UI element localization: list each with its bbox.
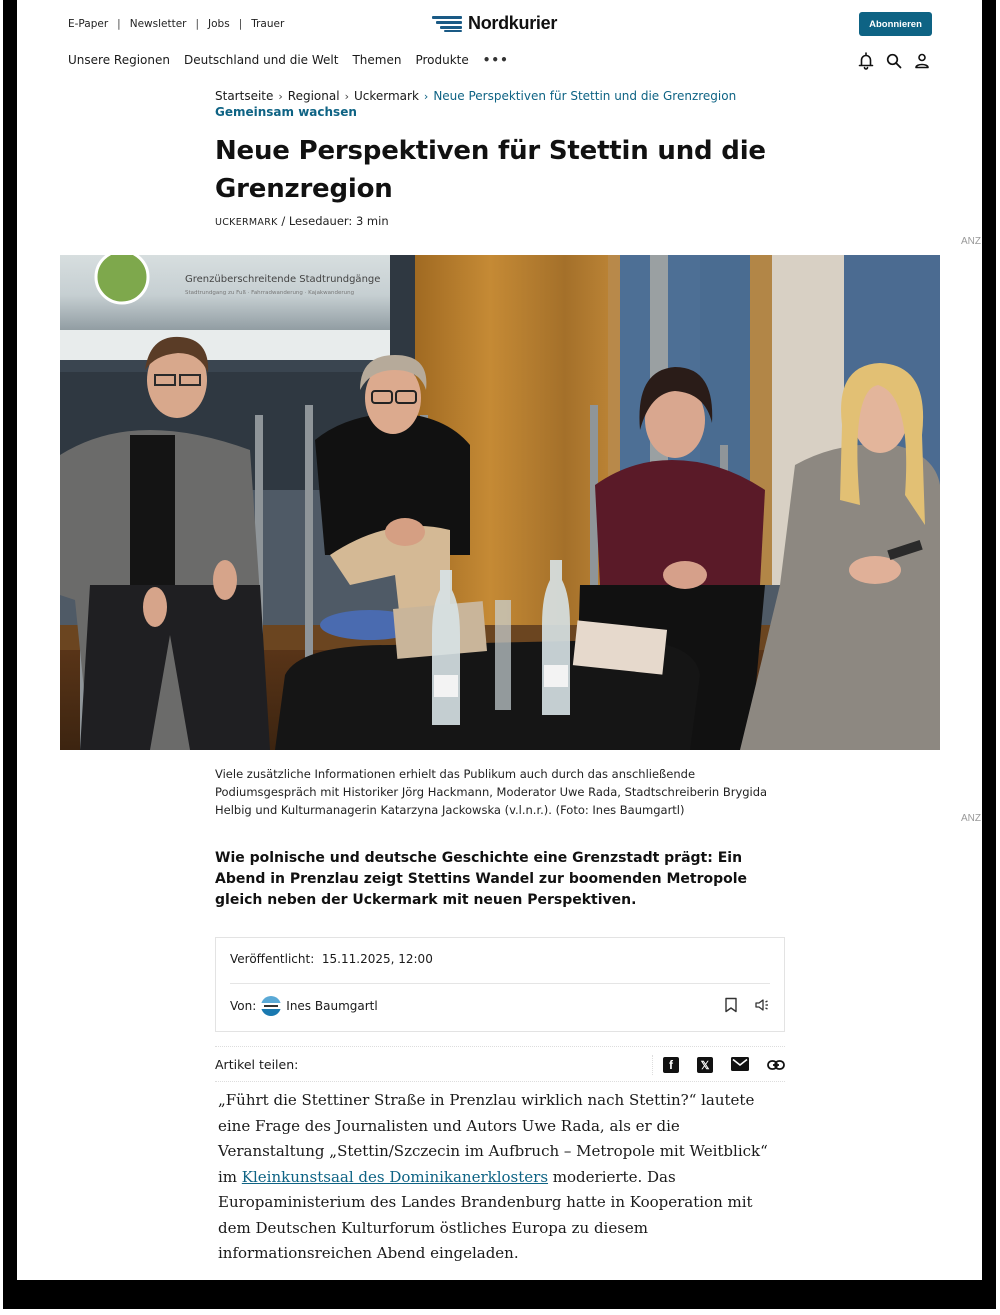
x-icon[interactable]: 𝕏 xyxy=(697,1057,713,1073)
article-info-box xyxy=(215,937,785,1032)
main-nav xyxy=(68,53,509,67)
utility-link-trauer[interactable]: Trauer xyxy=(251,18,285,30)
nav-item-unsere-regionen[interactable]: Unsere Regionen xyxy=(68,53,170,67)
published-value: 15.11.2025, 12:00 xyxy=(321,952,433,966)
share-label: Artikel teilen: xyxy=(215,1057,299,1072)
chevron-right-icon: › xyxy=(344,90,349,103)
author-link[interactable]: Ines Baumgartl xyxy=(286,999,378,1013)
inline-link-kleinkunstsaal[interactable]: Kleinkunstsaal des Dominikanerklosters xyxy=(241,1167,549,1186)
utility-link-newsletter[interactable]: Newsletter xyxy=(129,18,187,30)
author-line xyxy=(230,996,378,1016)
screen-frame-bottom xyxy=(3,1280,996,1309)
mail-icon[interactable] xyxy=(731,1056,749,1075)
nav-item-deutschland-und-die-welt[interactable]: Deutschland und die Welt xyxy=(183,53,339,67)
separator: | xyxy=(195,18,200,30)
site-logo[interactable] xyxy=(432,13,557,34)
user-icon[interactable] xyxy=(913,52,931,70)
article-lead: Wie polnische und deutsche Geschichte eine Grenzstadt prägt: Ein Abend in Prenzlau zeigt Stettins Wandel zur boomenden Metropole gleich neben der Uckermark mit neuen Perspektiven. xyxy=(215,850,748,908)
article-paragraph xyxy=(218,1088,788,1267)
breadcrumb xyxy=(215,88,775,105)
subscribe-button[interactable]: Abonnieren xyxy=(859,12,932,36)
article-title: Neue Perspektiven für Stettin und die Grenzregion xyxy=(215,136,766,204)
breadcrumb-current: Neue Perspektiven für Stettin und die Grenzregion xyxy=(433,89,737,103)
utility-nav xyxy=(68,18,284,30)
nav-item-produkte[interactable]: Produkte xyxy=(415,53,469,67)
ad-label: ANZ xyxy=(961,236,981,247)
bell-icon[interactable] xyxy=(857,52,875,70)
utility-link-epaper[interactable]: E-Paper xyxy=(68,18,109,30)
separator: | xyxy=(117,18,121,30)
article-actions xyxy=(724,997,770,1017)
article-meta xyxy=(215,214,389,228)
body-text-part: „Führt die Stettiner Straße in Prenzlau wirklich nach Stettin?“ lautete eine Frage des Journalisten und Autors Uwe Rada, als er die Veranstaltung „Stettin/Szczecin im Aufbruch – Metropole mit Weitblick“ im xyxy=(218,1091,768,1186)
share-bar xyxy=(215,1046,785,1082)
photo-illustration xyxy=(60,255,940,750)
search-icon[interactable] xyxy=(885,52,903,70)
category-link[interactable]: UCKERMARK xyxy=(215,217,278,228)
bookmark-icon[interactable] xyxy=(724,997,738,1017)
screen-text: Grenzüberschreitende Stadtrundgänge xyxy=(185,274,381,285)
divider xyxy=(230,983,770,984)
breadcrumb-item-uckermark[interactable]: Uckermark xyxy=(353,89,419,103)
photo-caption: Viele zusätzliche Informationen erhielt das Publikum auch durch das anschließende Podiumsgespräch mit Historiker Jörg Hackmann, Moderator Uwe Rada, Stadtschreiberin Brygida Helbig und Kulturmanagerin Katarzyna Jackowska (v.l.n.r.). (Foto: Ines Baumgartl) xyxy=(215,767,768,817)
published-label: Veröffentlicht: xyxy=(230,952,315,966)
svg-text:Stadtrundgang zu Fuß · Fahrrad: Stadtrundgang zu Fuß · Fahrradwanderung · Kajakwanderung xyxy=(185,290,355,296)
chevron-right-icon: › xyxy=(423,90,429,103)
header-actions xyxy=(857,52,931,70)
screen-frame-right xyxy=(982,0,996,1309)
article-photo[interactable] xyxy=(60,255,940,750)
share-icons xyxy=(652,1055,785,1075)
speaker-icon[interactable] xyxy=(754,997,770,1017)
chevron-right-icon: › xyxy=(278,90,283,103)
article-kicker: Gemeinsam wachsen xyxy=(215,105,357,119)
link-icon[interactable] xyxy=(767,1056,785,1075)
page xyxy=(17,0,982,1280)
breadcrumb-item-startseite[interactable]: Startseite xyxy=(215,89,274,103)
more-menu-button[interactable]: ••• xyxy=(482,53,509,67)
logo-stripes-icon xyxy=(432,15,462,33)
utility-link-jobs[interactable]: Jobs xyxy=(208,18,230,30)
nav-item-themen[interactable]: Themen xyxy=(352,53,402,67)
ad-label: ANZ xyxy=(961,813,981,824)
facebook-icon[interactable]: f xyxy=(663,1057,679,1073)
logo-text: Nordkurier xyxy=(468,13,558,33)
author-avatar xyxy=(261,996,281,1016)
published-date xyxy=(230,952,433,966)
separator: | xyxy=(238,18,243,30)
screen-frame-left xyxy=(3,0,17,1309)
author-label: Von: xyxy=(230,999,257,1013)
body-text-part: moderierte. Das Europaministerium des Landes Brandenburg hatte in Kooperation mit dem Deutschen Kulturforum östliches Europa zu diesem informationsreichen Abend eingeladen. xyxy=(218,1167,753,1262)
breadcrumb-item-regional[interactable]: Regional xyxy=(287,89,340,103)
reading-time: / Lesedauer: 3 min xyxy=(281,214,389,228)
